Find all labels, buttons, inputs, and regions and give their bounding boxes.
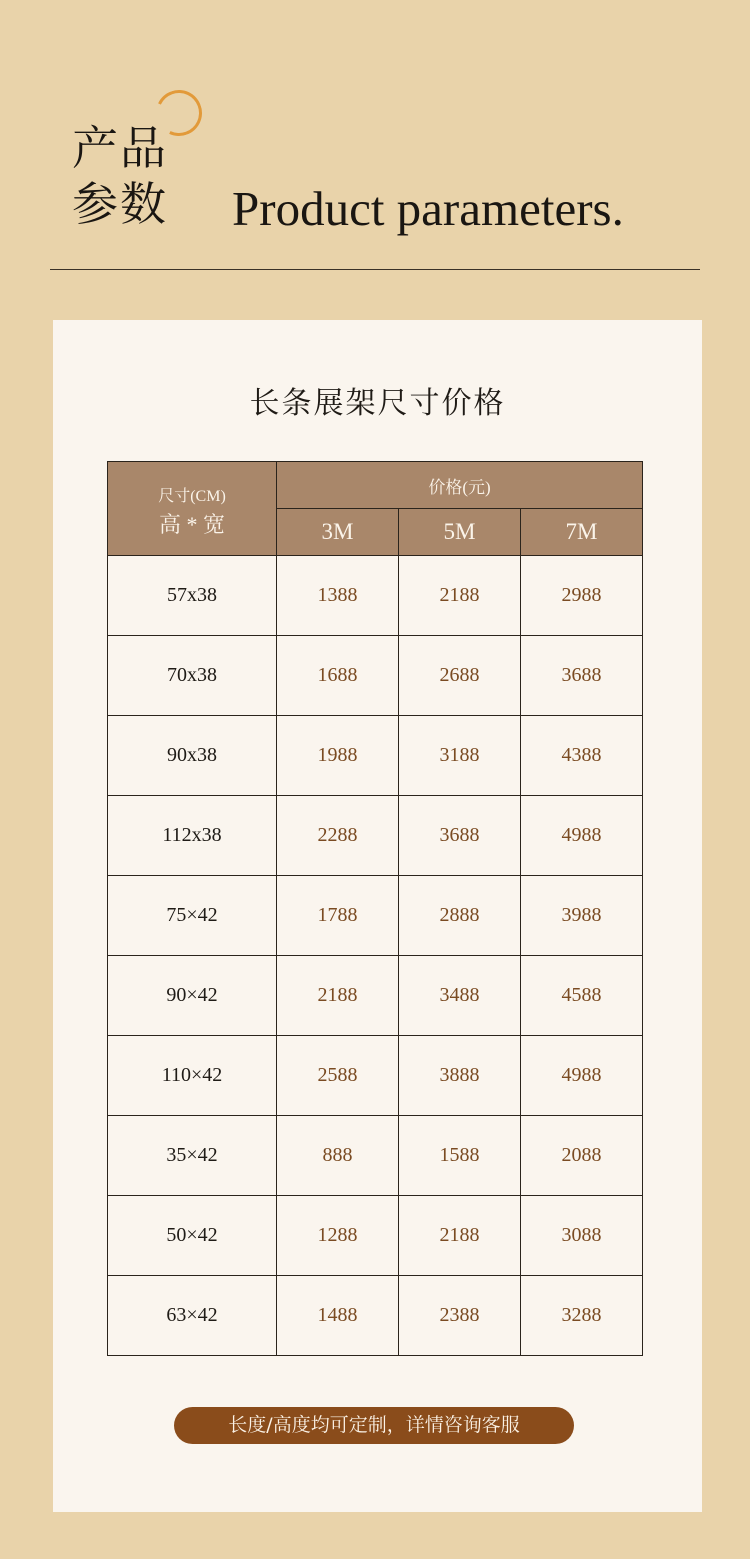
cn-title-line1: 产品 [72,121,168,175]
price-cell: 2588 [277,1036,399,1116]
table-row [108,716,643,796]
size-cell: 90×42 [108,956,277,1036]
price-cell: 2988 [521,556,643,636]
price-cell: 3188 [399,716,521,796]
price-cell: 3288 [521,1276,643,1356]
size-cell: 50×42 [108,1196,277,1276]
table-row [108,1196,643,1276]
cn-title [72,120,168,232]
price-cell: 4588 [521,956,643,1036]
price-cell: 1588 [399,1116,521,1196]
price-cell: 2888 [399,876,521,956]
price-cell: 1688 [277,636,399,716]
price-cell: 2288 [277,796,399,876]
price-card [53,320,702,1512]
length-header-7m: 7M [521,509,643,556]
price-cell: 3488 [399,956,521,1036]
price-cell: 1388 [277,556,399,636]
price-cell: 2188 [399,556,521,636]
price-cell: 4388 [521,716,643,796]
page-header [0,0,750,280]
en-title: Product parameters. [232,181,624,236]
table-row [108,796,643,876]
header-divider [50,269,700,270]
size-cell: 75×42 [108,876,277,956]
length-header-3m: 3M [277,509,399,556]
table-row [108,876,643,956]
price-table [107,461,643,1356]
size-cell: 63×42 [108,1276,277,1356]
size-header [108,462,277,556]
customization-note: 长度/高度均可定制，详情咨询客服 [174,1407,574,1444]
price-header: 价格(元) [277,462,643,509]
price-cell: 1488 [277,1276,399,1356]
table-row [108,1036,643,1116]
price-cell: 1288 [277,1196,399,1276]
size-header-unit: 尺寸(CM) [158,487,226,505]
price-cell: 2188 [399,1196,521,1276]
table-row [108,556,643,636]
price-cell: 2388 [399,1276,521,1356]
size-cell: 90x38 [108,716,277,796]
size-cell: 35×42 [108,1116,277,1196]
size-cell: 57x38 [108,556,277,636]
price-cell: 2688 [399,636,521,716]
price-cell: 2188 [277,956,399,1036]
table-row [108,956,643,1036]
size-cell: 110×42 [108,1036,277,1116]
card-title: 长条展架尺寸价格 [249,386,506,421]
price-cell: 3888 [399,1036,521,1116]
price-cell: 4988 [521,1036,643,1116]
price-cell: 3988 [521,876,643,956]
table-row [108,636,643,716]
size-header-dims: 高 * 宽 [158,511,225,537]
size-cell: 112x38 [108,796,277,876]
price-cell: 3688 [399,796,521,876]
size-cell: 70x38 [108,636,277,716]
price-cell: 2088 [521,1116,643,1196]
price-cell: 3088 [521,1196,643,1276]
cn-title-line2: 参数 [72,177,168,231]
price-cell: 888 [277,1116,399,1196]
price-cell: 4988 [521,796,643,876]
length-header-5m: 5M [399,509,521,556]
price-cell: 1788 [277,876,399,956]
price-table-body [108,556,643,1356]
table-row [108,1276,643,1356]
table-row [108,1116,643,1196]
price-cell: 3688 [521,636,643,716]
price-cell: 1988 [277,716,399,796]
